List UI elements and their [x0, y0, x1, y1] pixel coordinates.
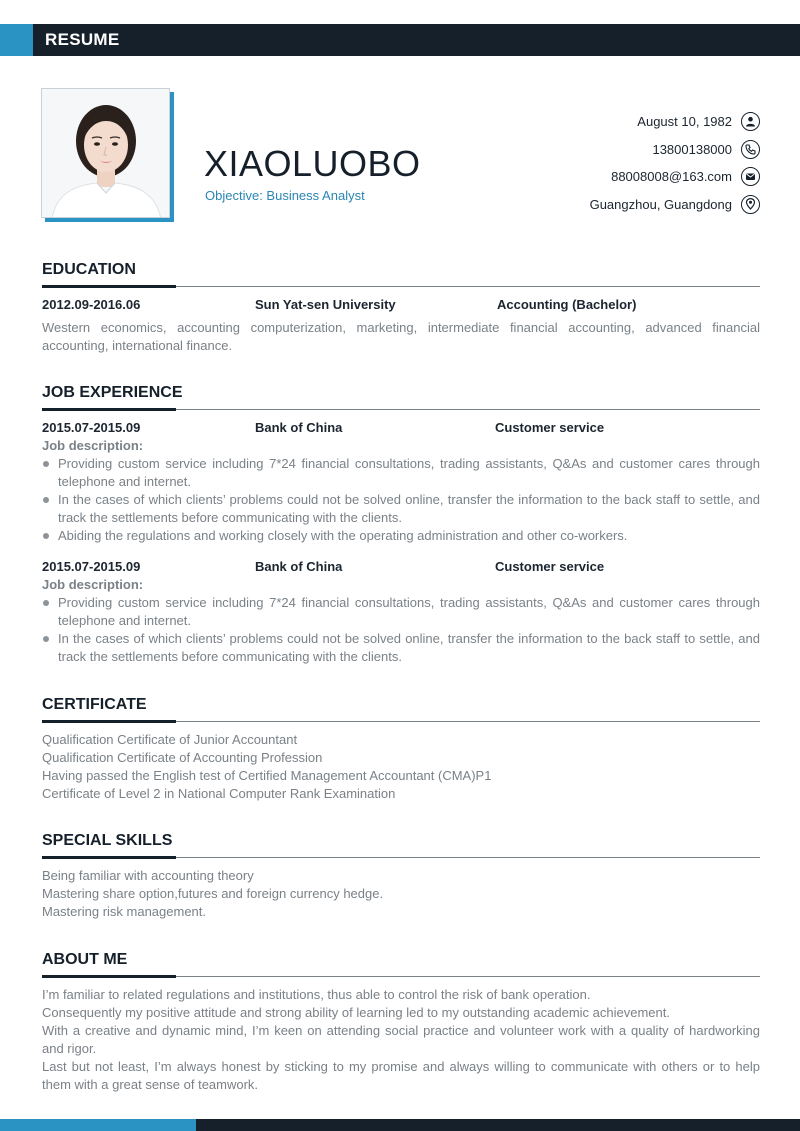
education-school: Sun Yat-sen University — [255, 297, 396, 312]
section-title-certificate: CERTIFICATE — [42, 696, 147, 713]
location-pin-icon — [741, 195, 760, 214]
list-item: Last but not least, I’m always honest by sticking to my promise and always willing to communicate with others or to help them with a great sense of teamwork. — [42, 1059, 760, 1092]
section-divider-accent — [42, 408, 176, 411]
education-major: Accounting (Bachelor) — [497, 297, 637, 312]
contact-birthdate — [590, 108, 760, 136]
job-description-list — [42, 594, 760, 666]
job-company: Bank of China — [255, 559, 343, 574]
location-text: Guangzhou, Guangdong — [589, 196, 732, 212]
section-divider-accent — [42, 285, 176, 288]
email-text: 88008008@163.com — [611, 169, 732, 185]
list-item: Being familiar with accounting theory — [42, 868, 254, 883]
phone-icon — [741, 140, 760, 159]
job-description-label: Job description: — [42, 577, 144, 592]
list-item: Qualification Certificate of Accounting Profession — [42, 750, 323, 765]
list-item: Mastering share option,futures and foreign currency hedge. — [42, 886, 384, 901]
contact-email — [590, 163, 760, 191]
list-item: In the cases of which clients’ problems could not be solved online, transfer the information to the back staff to settle, and track the settlements before communicating with the clients. — [42, 630, 760, 666]
section-divider-accent — [42, 856, 176, 859]
contact-location — [590, 191, 760, 219]
footer-accent-block — [0, 1119, 196, 1131]
list-item: Certificate of Level 2 in National Computer Rank Examination — [42, 786, 396, 801]
list-item: In the cases of which clients’ problems could not be solved online, transfer the information to the back staff to settle, and track the settlements before communicating with the clients. — [42, 491, 760, 527]
person-icon — [741, 112, 760, 131]
section-title-about: ABOUT ME — [42, 951, 128, 968]
list-item: Qualification Certificate of Junior Accountant — [42, 732, 298, 747]
section-divider-accent — [42, 720, 176, 723]
education-period: 2012.09-2016.06 — [42, 297, 141, 312]
list-item: I’m familiar to related regulations and institutions, thus able to control the risk of bank operation. — [42, 987, 591, 1002]
candidate-name: XIAOLUOBO — [204, 143, 421, 184]
header-title: RESUME — [45, 30, 120, 49]
job-description-label: Job description: — [42, 438, 144, 453]
profile-photo-frame — [41, 88, 174, 222]
job-position: Customer service — [495, 420, 605, 435]
contact-list — [590, 108, 760, 218]
phone-text: 13800138000 — [652, 141, 732, 157]
list-item: Consequently my positive attitude and strong ability of learning led to my outstanding academic achievement. — [42, 1005, 670, 1020]
header-accent-block — [0, 24, 33, 56]
job-period: 2015.07-2015.09 — [42, 420, 141, 435]
job-company: Bank of China — [255, 420, 343, 435]
profile-photo — [41, 88, 170, 218]
list-item: Mastering risk management. — [42, 904, 207, 919]
footer-banner — [0, 1119, 800, 1131]
list-item: Providing custom service including 7*24 financial consultations, trading assistants, Q&As and customer cares through telephone and internet. — [42, 455, 760, 491]
mail-icon — [741, 167, 760, 186]
list-item: Abiding the regulations and working closely with the operating administration and other co-workers. — [42, 527, 760, 545]
objective-text: Objective: Business Analyst — [205, 188, 365, 203]
section-title-experience: JOB EXPERIENCE — [42, 384, 183, 401]
list-item: Providing custom service including 7*24 financial consultations, trading assistants, Q&As and customer cares through telephone and internet. — [42, 594, 760, 630]
list-item: Having passed the English test of Certified Management Accountant (CMA)P1 — [42, 768, 492, 783]
contact-phone — [590, 136, 760, 164]
header-banner — [0, 24, 800, 56]
section-divider-accent — [42, 975, 176, 978]
education-description: Western economics, accounting computerization, marketing, intermediate financial accounting, advanced financial accounting, international finance. — [42, 320, 760, 353]
list-item: With a creative and dynamic mind, I’m keen on attending social practice and volunteer work with a quality of hardworking and rigor. — [42, 1023, 760, 1056]
section-title-skills: SPECIAL SKILLS — [42, 832, 173, 849]
skills-list — [42, 867, 760, 921]
portrait-illustration — [42, 89, 170, 218]
certificate-list — [42, 731, 760, 803]
job-period: 2015.07-2015.09 — [42, 559, 141, 574]
section-title-education: EDUCATION — [42, 261, 136, 278]
about-list — [42, 986, 760, 1094]
job-description-list — [42, 455, 760, 545]
job-position: Customer service — [495, 559, 605, 574]
birthdate-text: August 10, 1982 — [637, 114, 732, 130]
